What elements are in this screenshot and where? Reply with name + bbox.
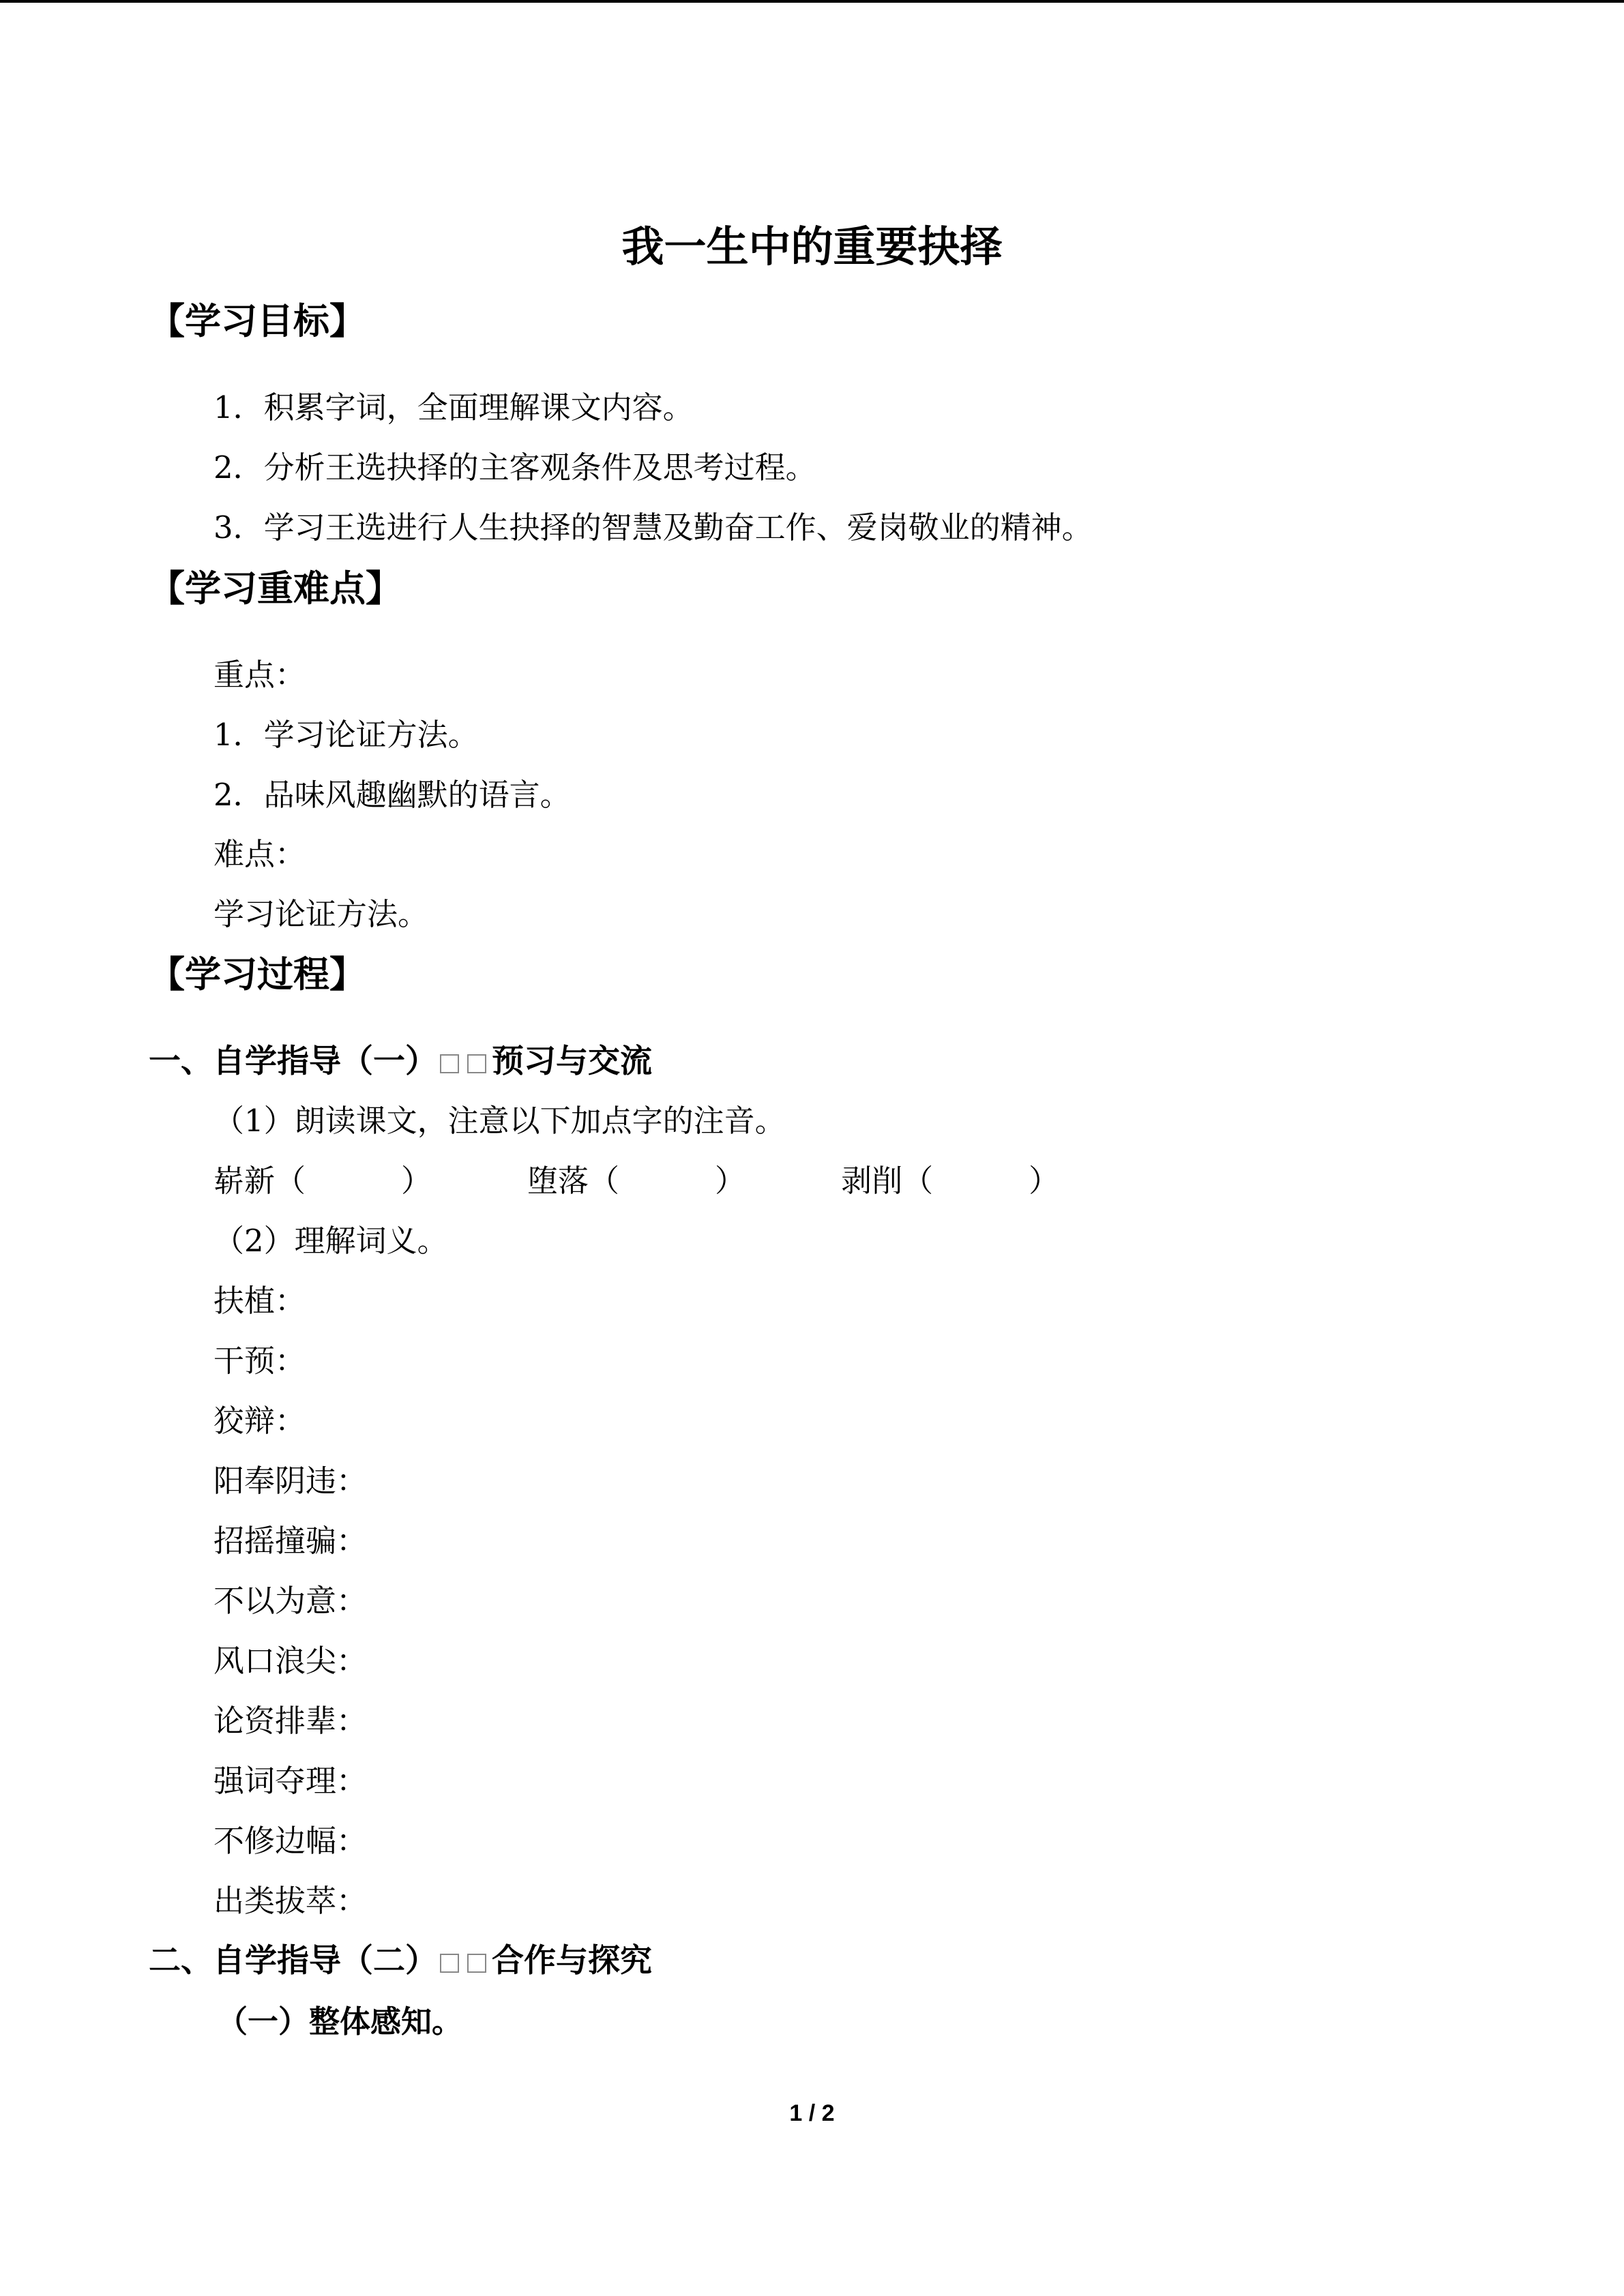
term-item: 狡辩： xyxy=(213,1403,306,1439)
pinyin-word-1-close: ） xyxy=(401,1163,432,1199)
placeholder-box-icon xyxy=(440,1054,459,1073)
section2-prefix: 二、自学指导（二） xyxy=(149,1942,437,1980)
term-item: 阳奉阴违： xyxy=(213,1463,368,1499)
objectives-heading: 【学习目标】 xyxy=(149,301,366,342)
question-1: （1）朗读课文，注意以下加点字的注音。 xyxy=(213,1103,786,1139)
objective-item-2: 2．分析王选抉择的主客观条件及思考过程。 xyxy=(213,449,816,486)
page-top-border xyxy=(0,0,1624,3)
section2-suffix: 合作与探究 xyxy=(492,1942,652,1980)
term-item: 扶植： xyxy=(213,1283,306,1319)
term-item: 出类拔萃： xyxy=(213,1883,368,1919)
term-item: 干预： xyxy=(213,1343,306,1379)
difficult-label: 难点： xyxy=(213,836,306,872)
term-item: 论资排辈： xyxy=(213,1703,368,1739)
section1-prefix: 一、自学指导（一） xyxy=(149,1043,437,1080)
difficult-text: 学习论证方法。 xyxy=(213,896,429,932)
pinyin-word-2: 堕落（ xyxy=(527,1163,620,1199)
page-number: 1 / 2 xyxy=(789,2100,835,2126)
pinyin-word-2-close: ） xyxy=(715,1163,746,1199)
term-item: 招摇撞骗： xyxy=(213,1523,368,1559)
term-item: 强词夺理： xyxy=(213,1763,368,1799)
placeholder-box-icon xyxy=(467,1954,486,1973)
term-item: 风口浪尖： xyxy=(213,1643,368,1679)
pinyin-word-3: 剥削（ xyxy=(841,1163,934,1199)
placeholder-box-icon xyxy=(467,1054,486,1073)
keypoints-heading: 【学习重难点】 xyxy=(149,568,402,610)
pinyin-row xyxy=(213,1161,1059,1202)
section2-heading xyxy=(149,1941,652,1982)
document-title: 我一生中的重要抉择 xyxy=(621,222,1003,271)
section1-heading xyxy=(149,1041,652,1082)
objective-item-1: 1．积累字词，全面理解课文内容。 xyxy=(213,389,694,426)
section1-suffix: 预习与交流 xyxy=(492,1043,652,1080)
key-label: 重点： xyxy=(213,657,306,693)
key-item-1: 1．学习论证方法。 xyxy=(213,717,479,753)
process-heading: 【学习过程】 xyxy=(149,954,366,996)
subsection-overall: （一）整体感知。 xyxy=(217,2003,463,2040)
objective-item-3: 3．学习王选进行人生抉择的智慧及勤奋工作、爱岗敬业的精神。 xyxy=(213,509,1093,546)
pinyin-word-3-close: ） xyxy=(1029,1163,1060,1199)
term-item: 不修边幅： xyxy=(213,1823,368,1859)
pinyin-word-1: 崭新（ xyxy=(213,1163,306,1199)
term-item: 不以为意： xyxy=(213,1583,368,1619)
placeholder-box-icon xyxy=(440,1954,459,1973)
question-2: （2）理解词义。 xyxy=(213,1223,448,1259)
key-item-2: 2．品味风趣幽默的语言。 xyxy=(213,777,571,813)
